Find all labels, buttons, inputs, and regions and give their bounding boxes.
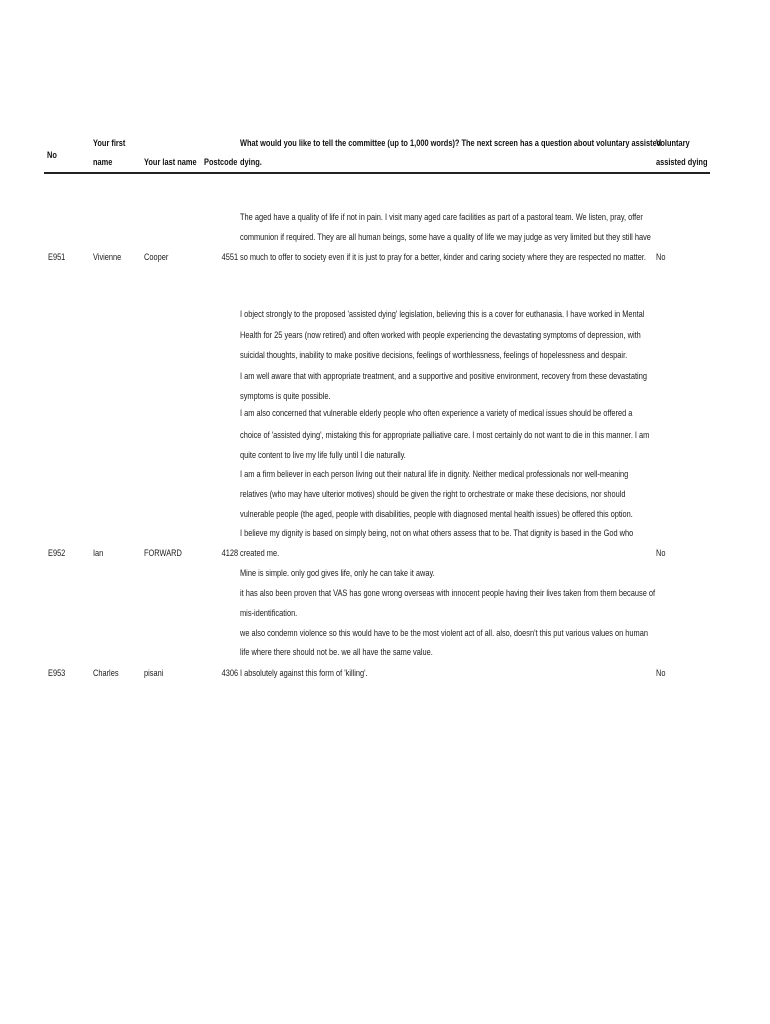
- row-postcode: 4128: [221, 548, 238, 559]
- row-vad-answer: No: [656, 668, 666, 679]
- comment-line: it has also been proven that VAS has gone wrong overseas with innocent people having their lives taken from them because of: [240, 588, 656, 599]
- row-no: E951: [48, 252, 66, 263]
- row-no: E953: [48, 668, 66, 679]
- row-first-name: Charles: [93, 668, 119, 679]
- row-last-name: pisani: [144, 668, 164, 679]
- header-vad-line1: Voluntary: [656, 138, 690, 149]
- comment-line: choice of 'assisted dying', mistaking this for appropriate palliative care. I most certainly do not want to die in this manner. I am: [240, 430, 650, 441]
- comment-line: I absolutely against this form of 'killing'.: [240, 668, 368, 679]
- comment-line: communion if required. They are all human beings, some have a quality of life we may judge as very limited but they still have: [240, 232, 651, 243]
- comment-line: quite content to live my life fully until I die naturally.: [240, 450, 406, 461]
- comment-line: life where there should not be. we all have the same value.: [240, 647, 433, 658]
- header-vad-line2: assisted dying: [656, 157, 708, 168]
- comment-line: so much to offer to society even if it is just to pray for a better, kinder and caring society where they are respected no matter.: [240, 252, 646, 263]
- row-vad-answer: No: [656, 252, 666, 263]
- header-first-name-line1: Your first: [93, 138, 126, 149]
- comment-line: we also condemn violence so this would have to be the most violent act of all. also, doesn't this put various values on human: [240, 628, 648, 639]
- comment-line: I am a firm believer in each person living out their natural life in dignity. Neither medical professionals nor well-meaning: [240, 469, 629, 480]
- comment-line: relatives (who may have ulterior motives) should be given the right to orchestrate or make these decisions, nor should: [240, 489, 626, 500]
- row-last-name: FORWARD: [144, 548, 182, 559]
- comment-line: vulnerable people (the aged, people with disabilities, people with diagnosed mental health issues) be offered this option.: [240, 509, 633, 520]
- comment-line: mis-identification.: [240, 608, 298, 619]
- header-no: No: [47, 150, 57, 161]
- row-no: E952: [48, 548, 66, 559]
- comment-line: suicidal thoughts, inability to make positive decisions, feelings of worthlessness, feelings of hopelessness and despair.: [240, 350, 628, 361]
- comment-line: I am also concerned that vulnerable elderly people who often experience a variety of medical issues should be offered a: [240, 408, 633, 419]
- row-vad-answer: No: [656, 548, 666, 559]
- row-postcode: 4306: [221, 668, 238, 679]
- row-last-name: Cooper: [144, 252, 169, 263]
- comment-line: Health for 25 years (now retired) and often worked with people experiencing the devastating symptoms of depression, with: [240, 330, 641, 341]
- header-first-name-line2: name: [93, 157, 113, 168]
- comment-line: Mine is simple. only god gives life, only he can take it away.: [240, 568, 435, 579]
- row-postcode: 4551: [221, 252, 238, 263]
- comment-line: I believe my dignity is based on simply being, not on what others assess that to be. That dignity is based in the God who: [240, 528, 634, 539]
- row-first-name: Ian: [93, 548, 104, 559]
- header-last-name: Your last name: [144, 157, 197, 168]
- comment-line: created me.: [240, 548, 280, 559]
- comment-line: symptoms is quite possible.: [240, 391, 331, 402]
- header-comment-line1: What would you like to tell the committee (up to 1,000 words)? The next screen has a question about voluntary assisted: [240, 138, 662, 149]
- comment-line: I object strongly to the proposed 'assisted dying' legislation, believing this is a cover for euthanasia. I have worked in Mental: [240, 309, 645, 320]
- row-first-name: Vivienne: [93, 252, 122, 263]
- header-comment-line2: dying.: [240, 157, 262, 168]
- header-divider: [44, 172, 710, 174]
- comment-line: The aged have a quality of life if not in pain. I visit many aged care facilities as part of a pastoral team. We listen, pray, offer: [240, 212, 643, 223]
- comment-line: I am well aware that with appropriate treatment, and a supportive and positive environment, recovery from these devastating: [240, 371, 647, 382]
- header-postcode: Postcode: [204, 157, 238, 168]
